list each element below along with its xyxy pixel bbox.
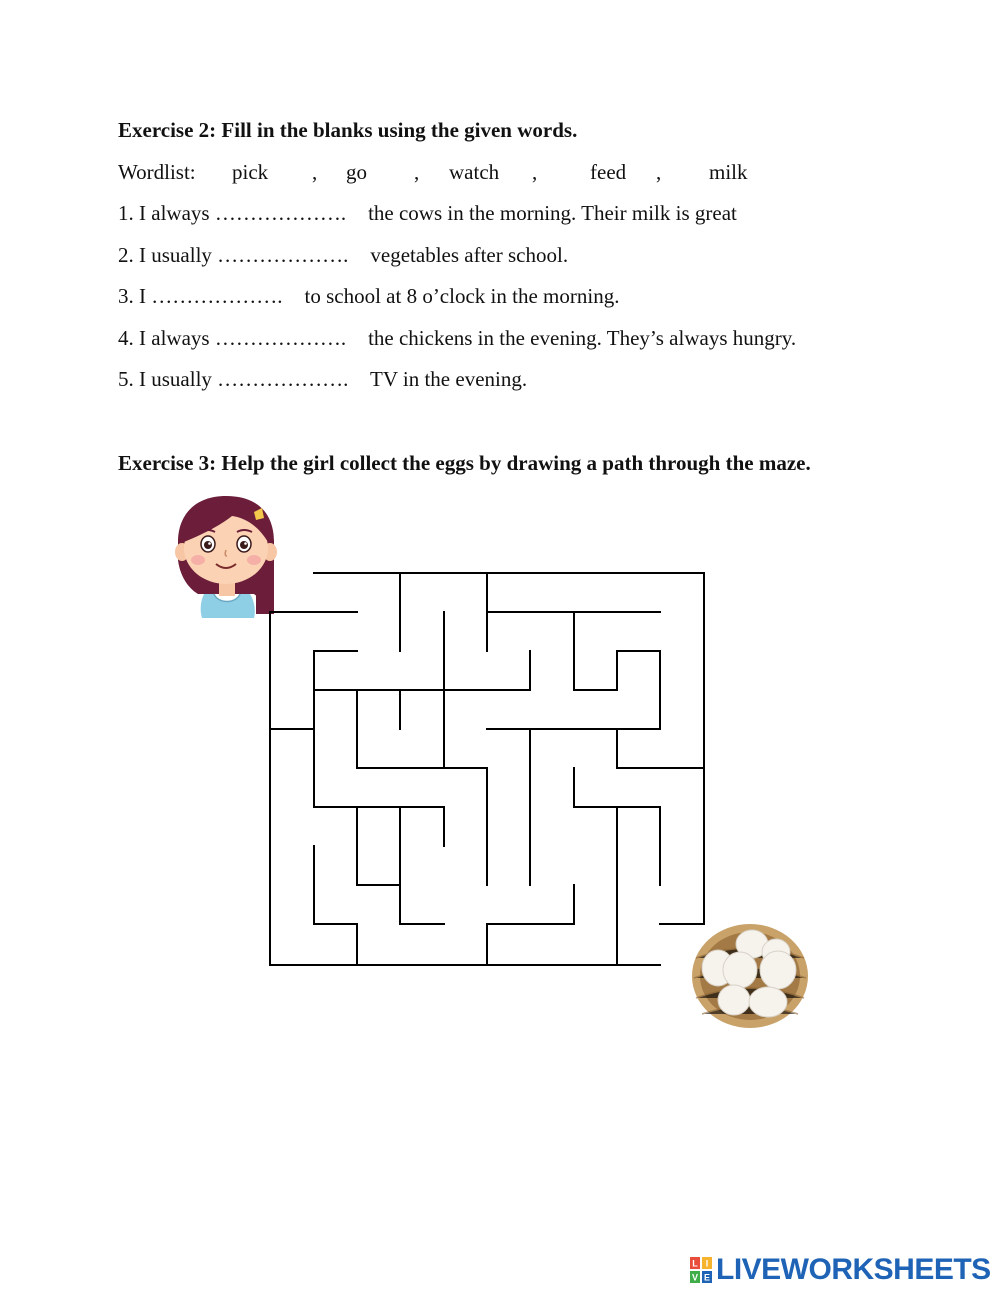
- sentence-1-start: 1. I always: [118, 201, 215, 225]
- sentence-4-end: the chickens in the evening. They’s always hungry.: [362, 326, 797, 350]
- wordlist-word-go: go: [346, 160, 367, 184]
- sentence-1: [118, 201, 737, 227]
- liveworksheets-logo[interactable]: [690, 1252, 991, 1288]
- wordlist-separator: ,: [312, 160, 318, 184]
- blank-1-input[interactable]: [215, 201, 363, 227]
- logo-mark-letter: E: [703, 1272, 711, 1283]
- sentence-5-start: 5. I usually: [118, 367, 218, 391]
- wordlist-word-watch: watch: [449, 160, 500, 184]
- egg-basket-illustration: [688, 918, 812, 1034]
- sentence-2: [118, 243, 568, 269]
- sentence-5-end: TV in the evening.: [365, 367, 528, 391]
- sentence-1-end: the cows in the morning. Their milk is great: [362, 201, 737, 225]
- sentence-5: [118, 367, 527, 393]
- blank-4-input[interactable]: [215, 326, 363, 352]
- liveworksheets-logo-icon: [690, 1257, 712, 1283]
- wordlist-word-feed: feed: [590, 160, 627, 184]
- sentence-3-start: 3. I: [118, 284, 152, 308]
- exercise-3-title: Exercise 3: Help the girl collect the eggs by drawing a path through the maze.: [118, 451, 811, 475]
- blank-3-input[interactable]: [151, 284, 299, 310]
- sentence-3: [118, 284, 619, 310]
- wordlist-word-milk: milk: [709, 160, 748, 184]
- logo-mark-letter: I: [705, 1258, 709, 1269]
- liveworksheets-logo-text: LIVEWORKSHEETS: [716, 1253, 991, 1286]
- wordlist-separator: ,: [532, 160, 538, 184]
- sentence-3-end: to school at 8 o’clock in the morning.: [299, 284, 620, 308]
- wordlist-separator: ,: [414, 160, 420, 184]
- sentence-2-end: vegetables after school.: [365, 243, 569, 267]
- blank-2-input[interactable]: [217, 243, 365, 269]
- sentence-2-start: 2. I usually: [118, 243, 218, 267]
- wordlist-word-pick: pick: [232, 160, 269, 184]
- wordlist-label: Wordlist:: [118, 160, 196, 184]
- blank-5-input[interactable]: [217, 367, 365, 393]
- exercise-2-title: Exercise 2: Fill in the blanks using the given words.: [118, 118, 578, 142]
- logo-mark-letter: L: [692, 1258, 698, 1269]
- logo-mark-letter: V: [691, 1272, 699, 1283]
- maze[interactable]: [260, 565, 720, 975]
- sentence-4: [118, 326, 796, 352]
- wordlist-separator: ,: [656, 160, 662, 184]
- sentence-4-start: 4. I always: [118, 326, 215, 350]
